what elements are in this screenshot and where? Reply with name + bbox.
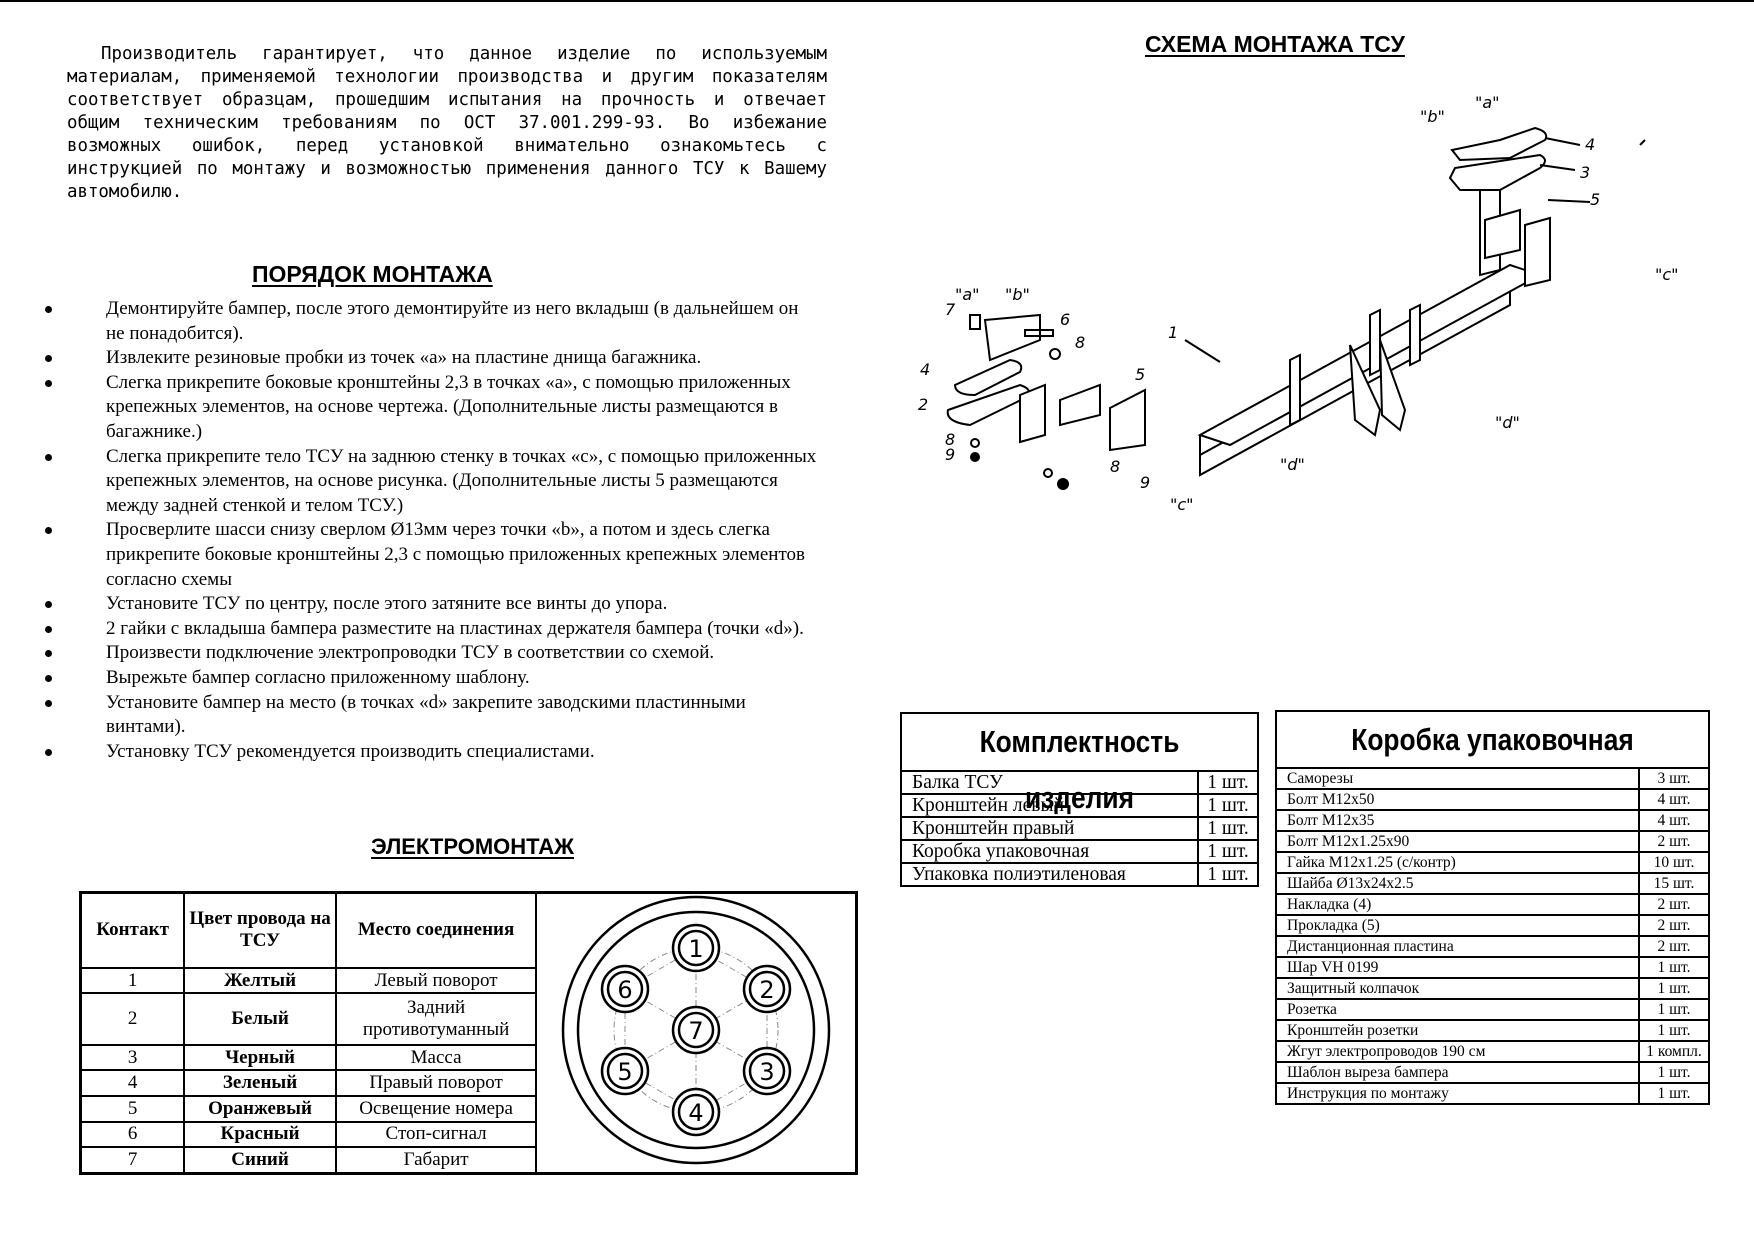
bullet-icon (45, 601, 52, 608)
wiring-row: 4 Зеленый Правый поворот (81, 1070, 857, 1096)
box-row: Розетка 1 шт. (1276, 999, 1709, 1020)
part-label: 9 (1140, 473, 1151, 492)
part-label: 7 (945, 300, 956, 319)
assembly-step: Установите ТСУ по центру, после этого затяните все винты до упора. (30, 592, 820, 617)
point-label: "c" (1170, 495, 1194, 514)
assembly-step: Вырежьте бампер согласно приложенному шаблону. (30, 666, 820, 691)
warranty-paragraph: Производитель гарантирует, что данное изделие по используемым материалам, применяемой технологии производства и другим показателям соответствует образцам, прошедшим испытания на прочность и отвечает общим техническим требованиям по ОСТ 37.001.299-93. Во избежание возможных ошибок, перед установкой внимательно ознакомьтесь с инструкцией по монтажу и возможностью применения данного ТСУ к Вашему автомобилю. (67, 44, 827, 202)
wiring-row: 6 Красный Стоп-сигнал (81, 1122, 857, 1148)
part-label: 8 (1110, 457, 1121, 476)
packing-box-table (1275, 710, 1710, 1105)
wiring-header-row (81, 893, 857, 968)
bullet-icon (45, 650, 52, 657)
part-label: 1 (1168, 323, 1179, 342)
part-label: 6 (1060, 310, 1071, 329)
bullet-icon (45, 380, 52, 387)
box-row: Прокладка (5) 2 шт. (1276, 915, 1709, 936)
assembly-step: Слегка прикрепите тело ТСУ на заднюю стенку в точках «с», с помощью приложенных крепежных элементов, на основе рисунка. (Дополнительные листы 5 размещаются между задней стенкой и телом ТСУ.) (30, 445, 820, 519)
assembly-step: Слегка прикрепите боковые кронштейны 2,3 в точках «а», с помощью приложенных крепежных элементов, на основе чертежа. (Дополнительные листы размещаются в багажнике.) (30, 371, 820, 445)
part-label: 9 (945, 445, 956, 464)
point-label: "c" (1655, 265, 1679, 284)
box-row: Накладка (4) 2 шт. (1276, 894, 1709, 915)
assembly-step: Просверлите шасси снизу сверлом Ø13мм через точки «b», а потом и здесь слегка прикрепите боковые кронштейны 2,3 с помощью приложенных крепежных элементов согласно схемы (30, 518, 820, 592)
kit-row: Коробка упаковочная 1 шт. (901, 840, 1258, 863)
point-label: "b" (1420, 107, 1445, 126)
wiring-title: ЭЛЕКТРОМОНТАЖ (371, 834, 574, 859)
kit-row: Балка ТСУ 1 шт. (901, 771, 1258, 794)
wiring-row: 2 Белый Задний противотуманный (81, 993, 857, 1044)
box-title: Коробка упаковочная (1351, 722, 1634, 757)
wiring-row: 7 Синий Габарит (81, 1147, 857, 1173)
wiring-row: 1 Желтый Левый поворот (81, 968, 857, 994)
bullet-icon (45, 749, 52, 756)
seven-pin-connector-icon (541, 894, 851, 1166)
box-row: Жгут электропроводов 190 см 1 компл. (1276, 1041, 1709, 1062)
point-label: "b" (1005, 285, 1030, 304)
connector-diagram-cell (536, 893, 856, 1174)
bullet-icon (45, 306, 52, 313)
header-contact: Контакт (81, 893, 185, 968)
part-label: 4 (920, 360, 931, 379)
bullet-icon (45, 355, 52, 362)
box-title-row (1276, 711, 1709, 768)
part-label: 8 (1075, 333, 1086, 352)
point-label: "a" (1475, 93, 1500, 112)
box-row: Болт М12х1.25х90 2 шт. (1276, 831, 1709, 852)
pin-label: 4 (688, 1099, 704, 1127)
wiring-row: 3 Черный Масса (81, 1045, 857, 1071)
pin-label: 6 (617, 976, 633, 1004)
box-row: Болт М12х50 4 шт. (1276, 789, 1709, 810)
bullet-icon (45, 700, 52, 707)
bullet-icon (45, 527, 52, 534)
wiring-table (79, 891, 858, 1175)
assembly-step: 2 гайки с вкладыша бампера разместите на пластинах держателя бампера (точки «d»). (30, 617, 820, 642)
assembly-step: Произвести подключение электропроводки ТСУ в соответствии со схемой. (30, 641, 820, 666)
box-row: Шайба Ø13х24х2.5 15 шт. (1276, 873, 1709, 894)
pin-label: 7 (688, 1017, 704, 1045)
part-label: 8 (945, 430, 956, 449)
bullet-icon (45, 675, 52, 682)
header-connection-place: Место соединения (336, 893, 536, 968)
box-row: Шаблон выреза бампера 1 шт. (1276, 1062, 1709, 1083)
top-border-line (0, 0, 1754, 2)
towbar-mounting-diagram (900, 90, 1750, 570)
box-row: Саморезы 3 шт. (1276, 768, 1709, 789)
kit-row: Кронштейн левый 1 шт. (901, 794, 1258, 817)
kit-title-row (901, 713, 1258, 771)
box-row: Кронштейн розетки 1 шт. (1276, 1020, 1709, 1041)
assembly-step: Установите бампер на место (в точках «d» закрепите заводскими пластинными винтами). (30, 691, 820, 740)
bullet-icon (45, 454, 52, 461)
kit-row: Кронштейн правый 1 шт. (901, 817, 1258, 840)
point-label: "d" (1280, 455, 1305, 474)
pin-label: 3 (759, 1058, 775, 1086)
part-label: 2 (918, 395, 929, 414)
pin-label: 1 (688, 935, 704, 963)
wiring-row: 5 Оранжевый Освещение номера (81, 1096, 857, 1122)
assembly-step: Установку ТСУ рекомендуется производить специалистами. (30, 740, 820, 765)
assembly-steps-list (30, 297, 820, 764)
scheme-title: СХЕМА МОНТАЖА ТСУ (1145, 31, 1405, 57)
part-label: 3 (1580, 163, 1591, 182)
part-label: 4 (1585, 135, 1596, 154)
bullet-icon (45, 626, 52, 633)
part-label: 5 (1135, 365, 1146, 384)
box-row: Шар VH 0199 1 шт. (1276, 957, 1709, 978)
assembly-step: Извлеките резиновые пробки из точек «а» на пластине днища багажника. (30, 346, 820, 371)
assembly-step: Демонтируйте бампер, после этого демонтируйте из него вкладыш (в дальнейшем он не понадобится). (30, 297, 820, 346)
pin-label: 2 (759, 976, 775, 1004)
pin-label: 5 (617, 1058, 633, 1086)
box-row: Болт М12х35 4 шт. (1276, 810, 1709, 831)
kit-contents-table (900, 712, 1259, 887)
header-wire-color: Цвет провода на ТСУ (184, 893, 336, 968)
box-row: Дистанционная пластина 2 шт. (1276, 936, 1709, 957)
assembly-title: ПОРЯДОК МОНТАЖА (252, 261, 493, 287)
kit-title: Комплектность изделия (979, 724, 1180, 815)
kit-row: Упаковка полиэтиленовая 1 шт. (901, 863, 1258, 886)
box-row: Защитный колпачок 1 шт. (1276, 978, 1709, 999)
part-label: 5 (1590, 190, 1601, 209)
point-label: "d" (1495, 413, 1520, 432)
box-row: Гайка М12х1.25 (с/контр) 10 шт. (1276, 852, 1709, 873)
box-row: Инструкция по монтажу 1 шт. (1276, 1083, 1709, 1104)
point-label: "a" (955, 285, 980, 304)
